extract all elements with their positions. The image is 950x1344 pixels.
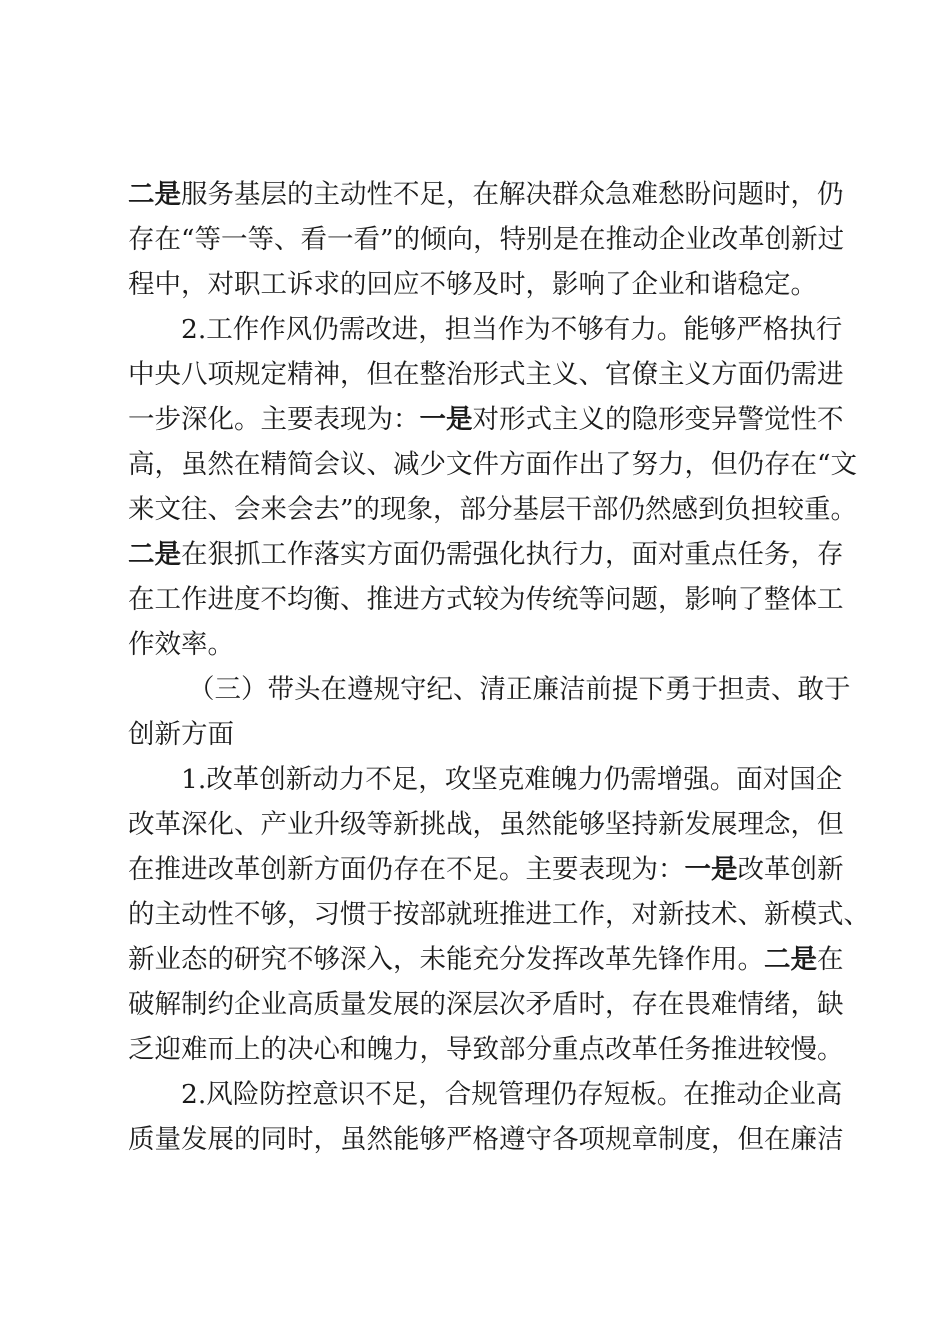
bold-marker: 一是 — [684, 854, 738, 885]
text-line: 程中，对职工诉求的回应不够及时，影响了企业和谐稳定。 — [128, 269, 817, 300]
text-line: 2.工作作风仍需改进，担当作为不够有力。能够严格执行 — [181, 314, 843, 345]
paragraph-service-initiative — [128, 172, 845, 307]
paragraph-work-style — [128, 307, 858, 667]
bold-marker: 二是 — [128, 179, 181, 210]
text-line: 2.风险防控意识不足，合规管理仍存短板。在推动企业高 — [181, 1079, 843, 1110]
text-line: 在工作进度不均衡、推进方式较为传统等问题，影响了整体工 — [128, 584, 844, 615]
text-line: 作效率。 — [128, 629, 234, 660]
text-line: 二是服务基层的主动性不足，在解决群众急难愁盼问题时，仍 — [128, 179, 844, 210]
text-line: 中央八项规定精神，但在整治形式主义、官僚主义方面仍需进 — [128, 359, 844, 390]
text-line: 破解制约企业高质量发展的深层次矛盾时，存在畏难情绪，缺 — [128, 989, 844, 1020]
text-line: 改革深化、产业升级等新挑战，虽然能够坚持新发展理念，但 — [128, 809, 844, 840]
document-body — [128, 172, 870, 1162]
text-line: 存在“等一等、看一看”的倾向，特别是在推动企业改革创新过 — [128, 224, 845, 255]
text-line: 高，虽然在精简会议、减少文件方面作出了努力，但仍存在“文 — [128, 449, 858, 480]
bold-marker: 二是 — [764, 944, 817, 975]
paragraph-reform-innovation — [128, 757, 870, 1072]
text-line: 新业态的研究不够深入，未能充分发挥改革先锋作用。二是在 — [128, 944, 844, 975]
text-line: 1.改革创新动力不足，攻坚克难魄力仍需增强。面对国企 — [181, 764, 843, 795]
section-heading-three — [128, 667, 851, 757]
heading-line: 创新方面 — [128, 719, 234, 750]
text-line: 一步深化。主要表现为：一是对形式主义的隐形变异警觉性不 — [128, 404, 844, 435]
text-line: 二是在狠抓工作落实方面仍需强化执行力，面对重点任务，存 — [128, 539, 844, 570]
text-line: 质量发展的同时，虽然能够严格遵守各项规章制度，但在廉洁 — [128, 1124, 844, 1155]
bold-marker: 二是 — [128, 539, 181, 570]
text-line: 的主动性不够，习惯于按部就班推进工作，对新技术、新模式、 — [128, 899, 870, 930]
bold-marker: 一是 — [419, 404, 473, 435]
text-line: 在推进改革创新方面仍存在不足。主要表现为：一是改革创新 — [128, 854, 844, 885]
text-line: 来文往、会来会去”的现象，部分基层干部仍然感到负担较重。 — [128, 494, 858, 525]
text-line: 乏迎难而上的决心和魄力，导致部分重点改革任务推进较慢。 — [128, 1034, 844, 1065]
heading-line: （三）带头在遵规守纪、清正廉洁前提下勇于担责、敢于 — [188, 674, 851, 705]
paragraph-risk-control — [128, 1072, 844, 1162]
